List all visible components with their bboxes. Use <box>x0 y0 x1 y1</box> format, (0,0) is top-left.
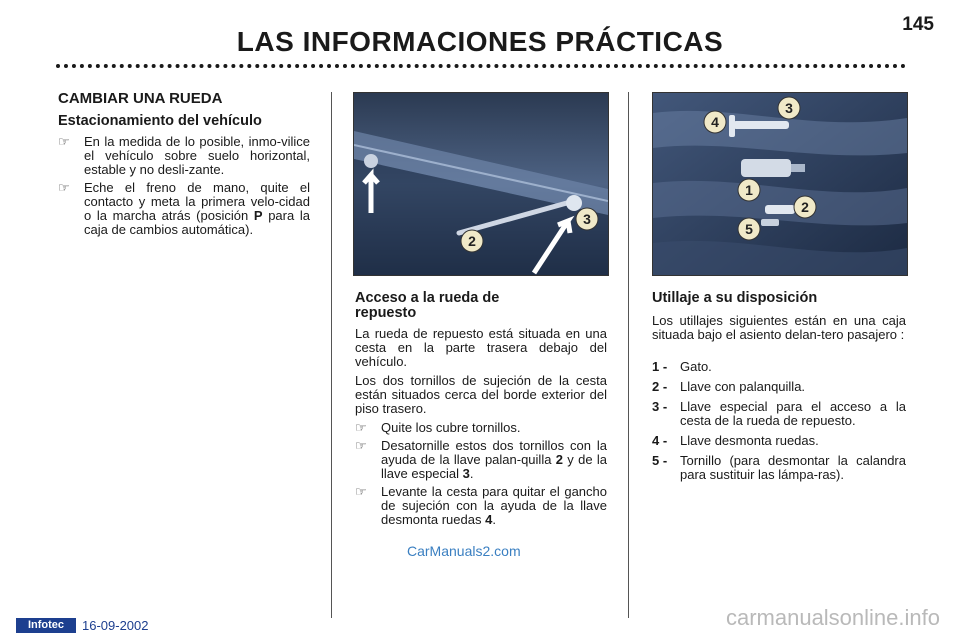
tool-kit-photo <box>652 92 908 276</box>
infotec-logo: Infotec <box>16 618 76 633</box>
column-right <box>652 291 906 488</box>
pointing-hand-icon: ☞ <box>355 484 367 499</box>
bullet-list <box>355 421 607 527</box>
svg-text:2: 2 <box>468 233 476 249</box>
watermark-link[interactable]: CarManuals2.com <box>407 543 521 559</box>
callout-2-icon <box>461 230 483 252</box>
svg-text:3: 3 <box>583 211 591 227</box>
footer-site-watermark: carmanualsonline.info <box>725 605 940 630</box>
section-heading: CAMBIAR UNA RUEDA <box>58 90 223 107</box>
list-item: 5 - Tornillo (para desmontar la calandra para sustituir las lámpa-ras). <box>652 453 906 482</box>
column-middle <box>355 291 607 531</box>
spare-wheel-photo <box>353 92 609 276</box>
paragraph: Los dos tornillos de sujeción de la cesta están situados cerca del borde exterior del piso trasero. <box>355 373 607 416</box>
pointing-hand-icon: ☞ <box>58 180 70 195</box>
callout-1-icon <box>738 179 760 201</box>
paragraph: Los utillajes siguientes están en una caja situada bajo el asiento delan-tero pasajero : <box>652 313 906 342</box>
paragraph: La rueda de repuesto está situada en una cesta en la parte trasera debajo del vehículo. <box>355 326 607 369</box>
list-item: 1 - Gato. <box>652 359 712 374</box>
numbered-list <box>652 360 906 482</box>
list-item: ☞ Desatornille estos dos tornillos con la ayuda de la llave palan-quilla 2 y de la llave especial 3. <box>355 438 607 481</box>
svg-text:1: 1 <box>745 182 753 198</box>
page-number: 145 <box>902 14 934 35</box>
bullet-list <box>58 135 310 237</box>
column-divider <box>628 92 629 618</box>
callout-5-icon <box>738 218 760 240</box>
svg-text:4: 4 <box>711 114 719 130</box>
list-item: ☞ Quite los cubre tornillos. <box>355 420 521 435</box>
section-subheading: Estacionamiento del vehículo <box>58 113 262 129</box>
page-title: LAS INFORMACIONES PRÁCTICAS <box>236 26 724 57</box>
list-item: ☞ En la medida de lo posible, inmo-vilice el vehículo sobre suelo horizontal, estable y no desli-zante. <box>58 134 310 177</box>
column-divider <box>331 92 332 618</box>
callout-3-icon <box>576 208 598 230</box>
callout-4-icon <box>704 111 726 133</box>
column-left <box>58 92 310 241</box>
svg-text:2: 2 <box>801 199 809 215</box>
list-item: 4 - Llave desmonta ruedas. <box>652 433 819 448</box>
section-heading: Utillaje a su disposición <box>652 290 818 306</box>
list-item: ☞ Levante la cesta para quitar el gancho de sujeción con la ayuda de la llave desmonta ruedas 4. <box>355 484 607 527</box>
pointing-hand-icon: ☞ <box>355 438 367 453</box>
pointing-hand-icon: ☞ <box>355 420 367 435</box>
callout-2-icon <box>794 196 816 218</box>
list-item: 2 - Llave con palanquilla. <box>652 379 806 394</box>
pointing-hand-icon: ☞ <box>58 134 70 149</box>
callout-3-icon <box>778 97 800 119</box>
footer-date: 16-09-2002 <box>82 618 149 633</box>
list-item: ☞ Eche el freno de mano, quite el contacto y meta la primera velo-cidad o la marcha atrás (posición P para la caja de cambios automática). <box>58 180 310 237</box>
svg-text:3: 3 <box>785 100 793 116</box>
list-item: 3 - Llave especial para el acceso a la cesta de la rueda de repuesto. <box>652 399 906 428</box>
section-heading: Acceso a la rueda de repuesto <box>355 290 500 321</box>
dotted-divider <box>56 64 906 68</box>
svg-text:5: 5 <box>745 221 753 237</box>
